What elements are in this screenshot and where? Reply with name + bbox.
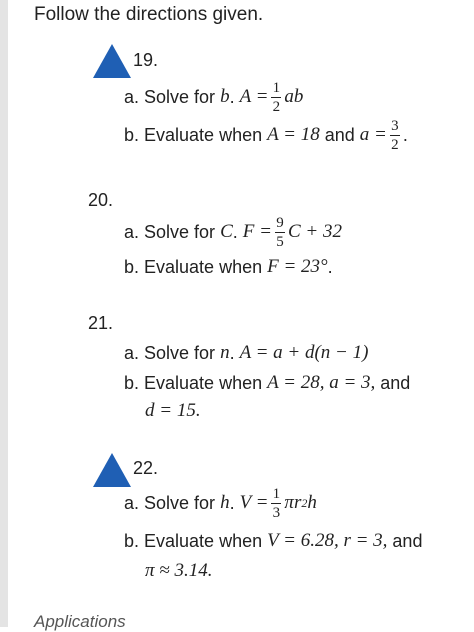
instruction-text: Solve for [144,492,216,513]
problem-21-part-b [124,369,410,397]
problem-22-part-b-cont [145,557,212,585]
equation-lhs: A = [239,86,269,107]
triangle-marker-icon [93,44,131,78]
solve-variable: n [220,342,230,363]
condition: A = 18 [267,124,320,145]
instruction-text: Evaluate when [144,124,263,145]
fraction: $\frac{1}{3}$ [272,485,281,521]
and-text: and [392,530,423,551]
problem-number: 22. [133,458,159,478]
equation-rhs: ab [284,86,304,107]
problem-number: 20. [88,190,114,210]
solve-variable: b [220,86,230,107]
part-label: a. [124,86,140,107]
condition: A = 28, a = 3, [267,372,376,393]
equation: A = a + d(n − 1) [239,342,369,363]
condition: V = 6.28, r = 3, [267,530,388,551]
problem-21-part-a: a. Solve for n . A = a + d(n − 1) [124,342,369,363]
instruction-text: Evaluate when [144,372,263,393]
problem-22-part-a: a. Solve for h . V = $\frac{1}{3}$ πr 2 h [124,485,317,521]
condition: d = 15. [145,400,201,421]
part-label: b. [124,124,140,145]
problem-19-part-a: a. Solve for b . A = $\frac{1}{2}$ ab [124,79,304,115]
problem-number: 19. [133,50,159,70]
page-edge-strip [0,0,8,627]
instruction-text: Solve for [144,86,216,107]
part-label: a. [124,342,140,363]
equation-rhs: πr [284,492,302,513]
equation-lhs: F = [242,221,272,242]
solve-variable: C [220,221,233,242]
condition: F = 23° [267,256,328,277]
condition: π ≈ 3.14. [145,560,213,581]
part-label: a. [124,221,140,242]
condition: a = [359,124,387,145]
triangle-marker-icon [93,453,131,487]
exponent: 2 [301,495,308,510]
instruction-text: Evaluate when [144,530,263,551]
section-header: Follow the directions given. [34,4,264,25]
instruction-text: Evaluate when [144,256,263,277]
fraction: $\frac{3}{2}$ [391,117,399,153]
part-label: a. [124,492,140,513]
section-footer-cutoff: Applications [34,612,126,631]
and-text: and [324,124,355,145]
part-label: b. [124,256,140,277]
solve-variable: h [220,492,230,513]
equation-rhs: h [307,492,317,513]
fraction: $\frac{1}{2}$ [272,79,281,115]
part-label: b. [124,372,140,393]
problem-20-part-a: a. Solve for C . F = $\frac{9}{5}$ C + 32 [124,214,342,250]
problem-22-part-b [124,527,422,555]
instruction-text: Solve for [144,342,216,363]
equation-rhs: C + 32 [287,221,342,242]
part-label: b. [124,530,140,551]
and-text: and [380,372,411,393]
problem-number: 21. [88,313,114,333]
instruction-text: Solve for [144,221,216,242]
problem-19-part-b: b. Evaluate when A = 18 and a = $\frac{3}{2}$ . [124,117,408,153]
document-page [8,0,474,631]
problem-21-part-b-cont [145,397,201,425]
problem-20-part-b: b. Evaluate when F = 23° . [124,256,333,277]
equation-lhs: V = [239,492,269,513]
fraction: $\frac{9}{5}$ [276,214,284,250]
